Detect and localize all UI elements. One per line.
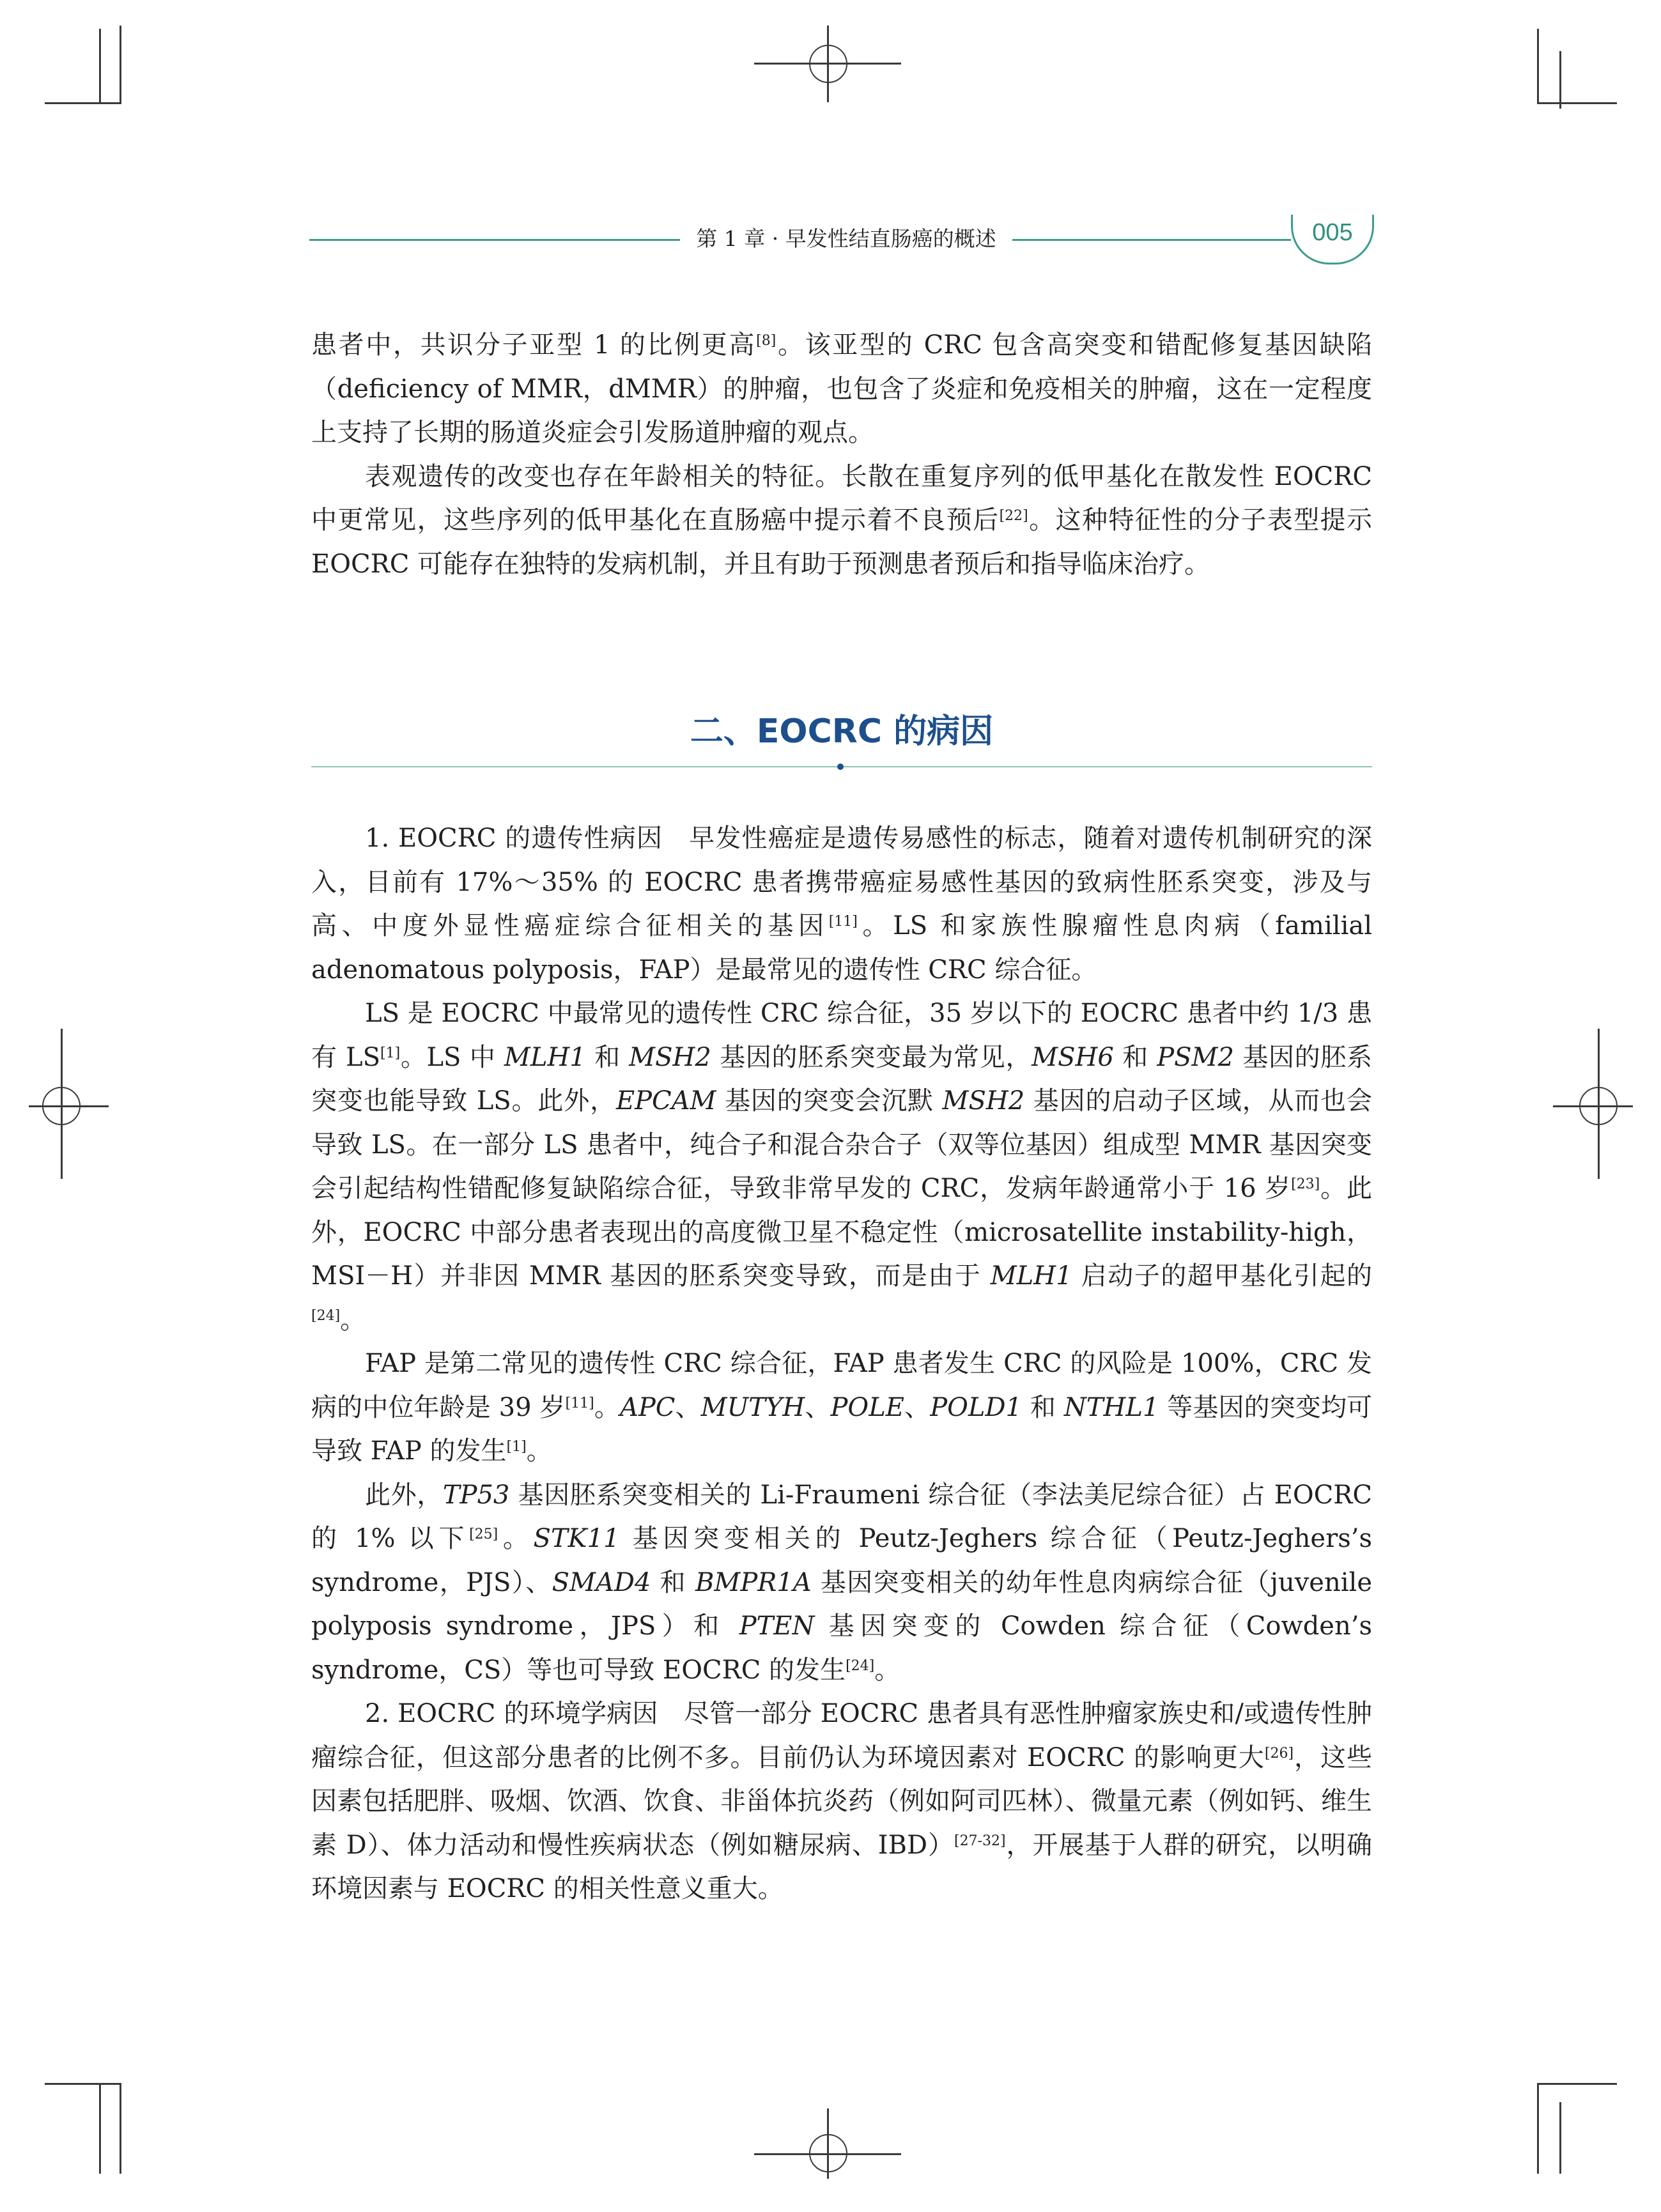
text-run: 基因的突变会沉默 xyxy=(716,1086,943,1116)
text-run: 基因胚系突变相关的 Li-Fraumeni 综合征（李法美尼综合征）占 EOCRC 的 1% 以下 xyxy=(311,1480,1372,1553)
gene-name: MSH6 xyxy=(1031,1042,1114,1072)
text-run: 。这种特征性的分子表型提示 EOCRC 可能存在独特的发病机制，并且有助于预测患者预后和指导临床治疗。 xyxy=(311,505,1373,579)
gene-name: TP53 xyxy=(442,1480,510,1510)
section-heading-rule-dot xyxy=(837,764,844,770)
run-in-heading: 2. EOCRC 的环境学病因 xyxy=(365,1699,658,1728)
text-run: 尽管一部分 EOCRC 患者具有恶性肿瘤家族史和/或遗传性肿瘤综合征，但这部分患者的比例不多。目前仍认为环境因素对 EOCRC 的影响更大 xyxy=(311,1699,1372,1772)
header-rule-left xyxy=(309,239,680,241)
text-run: 、 xyxy=(904,1392,931,1422)
citation-ref: [22] xyxy=(999,508,1028,524)
intro-paragraph-2 xyxy=(311,455,1372,587)
text-run: 。此外，EOCRC 中部分患者表现出的高度微卫星不稳定性（microsatellite instability-high，MSI－H）并非因 MMR 基因的胚系突变导致，而是由于 xyxy=(311,1174,1373,1291)
gene-name: MLH1 xyxy=(990,1261,1072,1291)
text-run: ，开展基于人群的研究，以明确环境因素与 EOCRC 的相关性意义重大。 xyxy=(311,1830,1372,1903)
text-run: 和 xyxy=(651,1567,696,1597)
page-number: 005 xyxy=(1312,219,1353,246)
citation-ref: [1] xyxy=(380,1045,401,1061)
citation-ref: [24] xyxy=(311,1307,341,1324)
gene-name: MSH2 xyxy=(629,1042,711,1072)
text-run: ，这些因素包括肥胖、吸烟、饮酒、饮食、非甾体抗炎药（例如阿司匹林）、微量元素（例如钙、维生素 D）、体力活动和慢性疾病状态（例如糖尿病、IBD） xyxy=(311,1742,1373,1860)
text-run: 基因的胚系突变也能导致 LS。此外， xyxy=(311,1042,1372,1116)
citation-ref: [26] xyxy=(1264,1745,1294,1762)
etiology-paragraph-1 xyxy=(311,817,1372,992)
text-run: 。 xyxy=(340,1305,366,1335)
text-run: 等基因的突变均可导致 FAP 的发生 xyxy=(311,1392,1373,1466)
text-run: 患者中，共识分子亚型 1 的比例更高 xyxy=(311,330,757,360)
text-run: LS 是 EOCRC 中最常见的遗传性 CRC 综合征，35 岁以下的 EOCRC 患者中约 1/3 患有 LS xyxy=(311,999,1372,1072)
run-in-heading: 1. EOCRC 的遗传性病因 xyxy=(365,824,663,853)
text-run: 。该亚型的 CRC 包含高突变和错配修复基因缺陷（deficiency of MMR，dMMR）的肿瘤，也包含了炎症和免疫相关的肿瘤，这在一定程度上支持了长期的肠道炎症会引发肠道肿瘤的观点。 xyxy=(311,330,1372,447)
text-run: 此外， xyxy=(365,1480,443,1510)
section-heading: 二、EOCRC 的病因 xyxy=(690,712,994,751)
text-run: 、 xyxy=(805,1392,831,1422)
running-header-chapter-title: 第 1 章 · 早发性结直肠癌的概述 xyxy=(696,226,996,251)
citation-ref: [11] xyxy=(828,914,858,930)
text-run: 。 xyxy=(594,1392,620,1422)
text-run: 和 xyxy=(1113,1042,1157,1072)
text-run: 基因的启动子区域，从而也会导致 LS。在一部分 LS 患者中，纯合子和混合杂合子（双等位基因）组成型 MMR 基因突变会引起结构性错配修复缺陷综合征，导致非常早发的 CRC，发病年龄通常小于 16 岁 xyxy=(311,1086,1373,1203)
gene-name: PSM2 xyxy=(1157,1042,1234,1072)
citation-ref: [25] xyxy=(469,1526,498,1542)
gene-name: SMAD4 xyxy=(552,1567,651,1597)
text-run: 、 xyxy=(675,1392,701,1422)
gene-name: APC xyxy=(619,1392,676,1422)
gene-name: POLE xyxy=(830,1392,904,1422)
text-run: 早发性癌症是遗传易感性的标志，随着对遗传机制研究的深入，目前有 17%～35% 的 EOCRC 患者携带癌症易感性基因的致病性胚系突变，涉及与高、中度外显性癌症综合征相关的基因 xyxy=(311,824,1372,941)
citation-ref: [1] xyxy=(506,1439,527,1455)
gene-name: BMPR1A xyxy=(695,1567,812,1597)
citation-ref: [23] xyxy=(1291,1176,1320,1192)
text-run: 表观遗传的改变也存在年龄相关的特征。长散在重复序列的低甲基化在散发性 EOCRC 中更常见，这些序列的低甲基化在直肠癌中提示着不良预后 xyxy=(311,461,1372,535)
text-run: 。 xyxy=(498,1524,534,1553)
gene-name: STK11 xyxy=(533,1524,620,1553)
gene-name: MLH1 xyxy=(504,1042,586,1072)
intro-text-block xyxy=(311,323,1372,586)
etiology-paragraph-5 xyxy=(311,1692,1372,1911)
text-run: 启动子的超甲基化引起的 xyxy=(1072,1261,1372,1291)
gene-name: EPCAM xyxy=(615,1086,716,1116)
intro-paragraph-1 xyxy=(311,323,1372,455)
citation-ref: [11] xyxy=(565,1395,594,1411)
etiology-text-block xyxy=(311,817,1372,1911)
etiology-paragraph-2 xyxy=(311,992,1372,1342)
header-rule-right xyxy=(1012,239,1291,241)
gene-name: MSH2 xyxy=(942,1086,1025,1116)
citation-ref: [8] xyxy=(756,333,776,349)
citation-ref: [24] xyxy=(846,1657,875,1674)
text-run: 基因的胚系突变最为常见， xyxy=(711,1042,1032,1072)
text-run: 基因突变相关的 Peutz-Jeghers 综合征（Peutz-Jeghers’s syndrome，PJS）、 xyxy=(311,1524,1372,1597)
text-run: 基因突变相关的幼年性息肉病综合征（juvenile polyposis syndrome，JPS）和 xyxy=(311,1567,1372,1641)
etiology-paragraph-3 xyxy=(311,1342,1372,1473)
etiology-paragraph-4 xyxy=(311,1473,1372,1693)
gene-name: PTEN xyxy=(739,1611,815,1641)
text-run: 。LS 和家族性腺瘤性息肉病（familial adenomatous polyposis，FAP）是最常见的遗传性 CRC 综合征。 xyxy=(311,911,1372,985)
text-run: 基因突变的 Cowden 综合征（Cowden’s syndrome，CS）等也可导致 EOCRC 的发生 xyxy=(311,1611,1372,1685)
text-run: 。 xyxy=(526,1436,552,1466)
gene-name: NTHL1 xyxy=(1063,1392,1159,1422)
text-run: 和 xyxy=(585,1042,630,1072)
citation-ref: [27-32] xyxy=(954,1832,1006,1849)
text-run: FAP 是第二常见的遗传性 CRC 综合征，FAP 患者发生 CRC 的风险是 100%，CRC 发病的中位年龄是 39 岁 xyxy=(311,1349,1372,1422)
text-run: 和 xyxy=(1022,1392,1064,1422)
text-run: 。 xyxy=(874,1655,900,1685)
text-run: 。LS 中 xyxy=(400,1042,504,1072)
gene-name: POLD1 xyxy=(930,1392,1023,1422)
gene-name: MUTYH xyxy=(700,1392,805,1422)
